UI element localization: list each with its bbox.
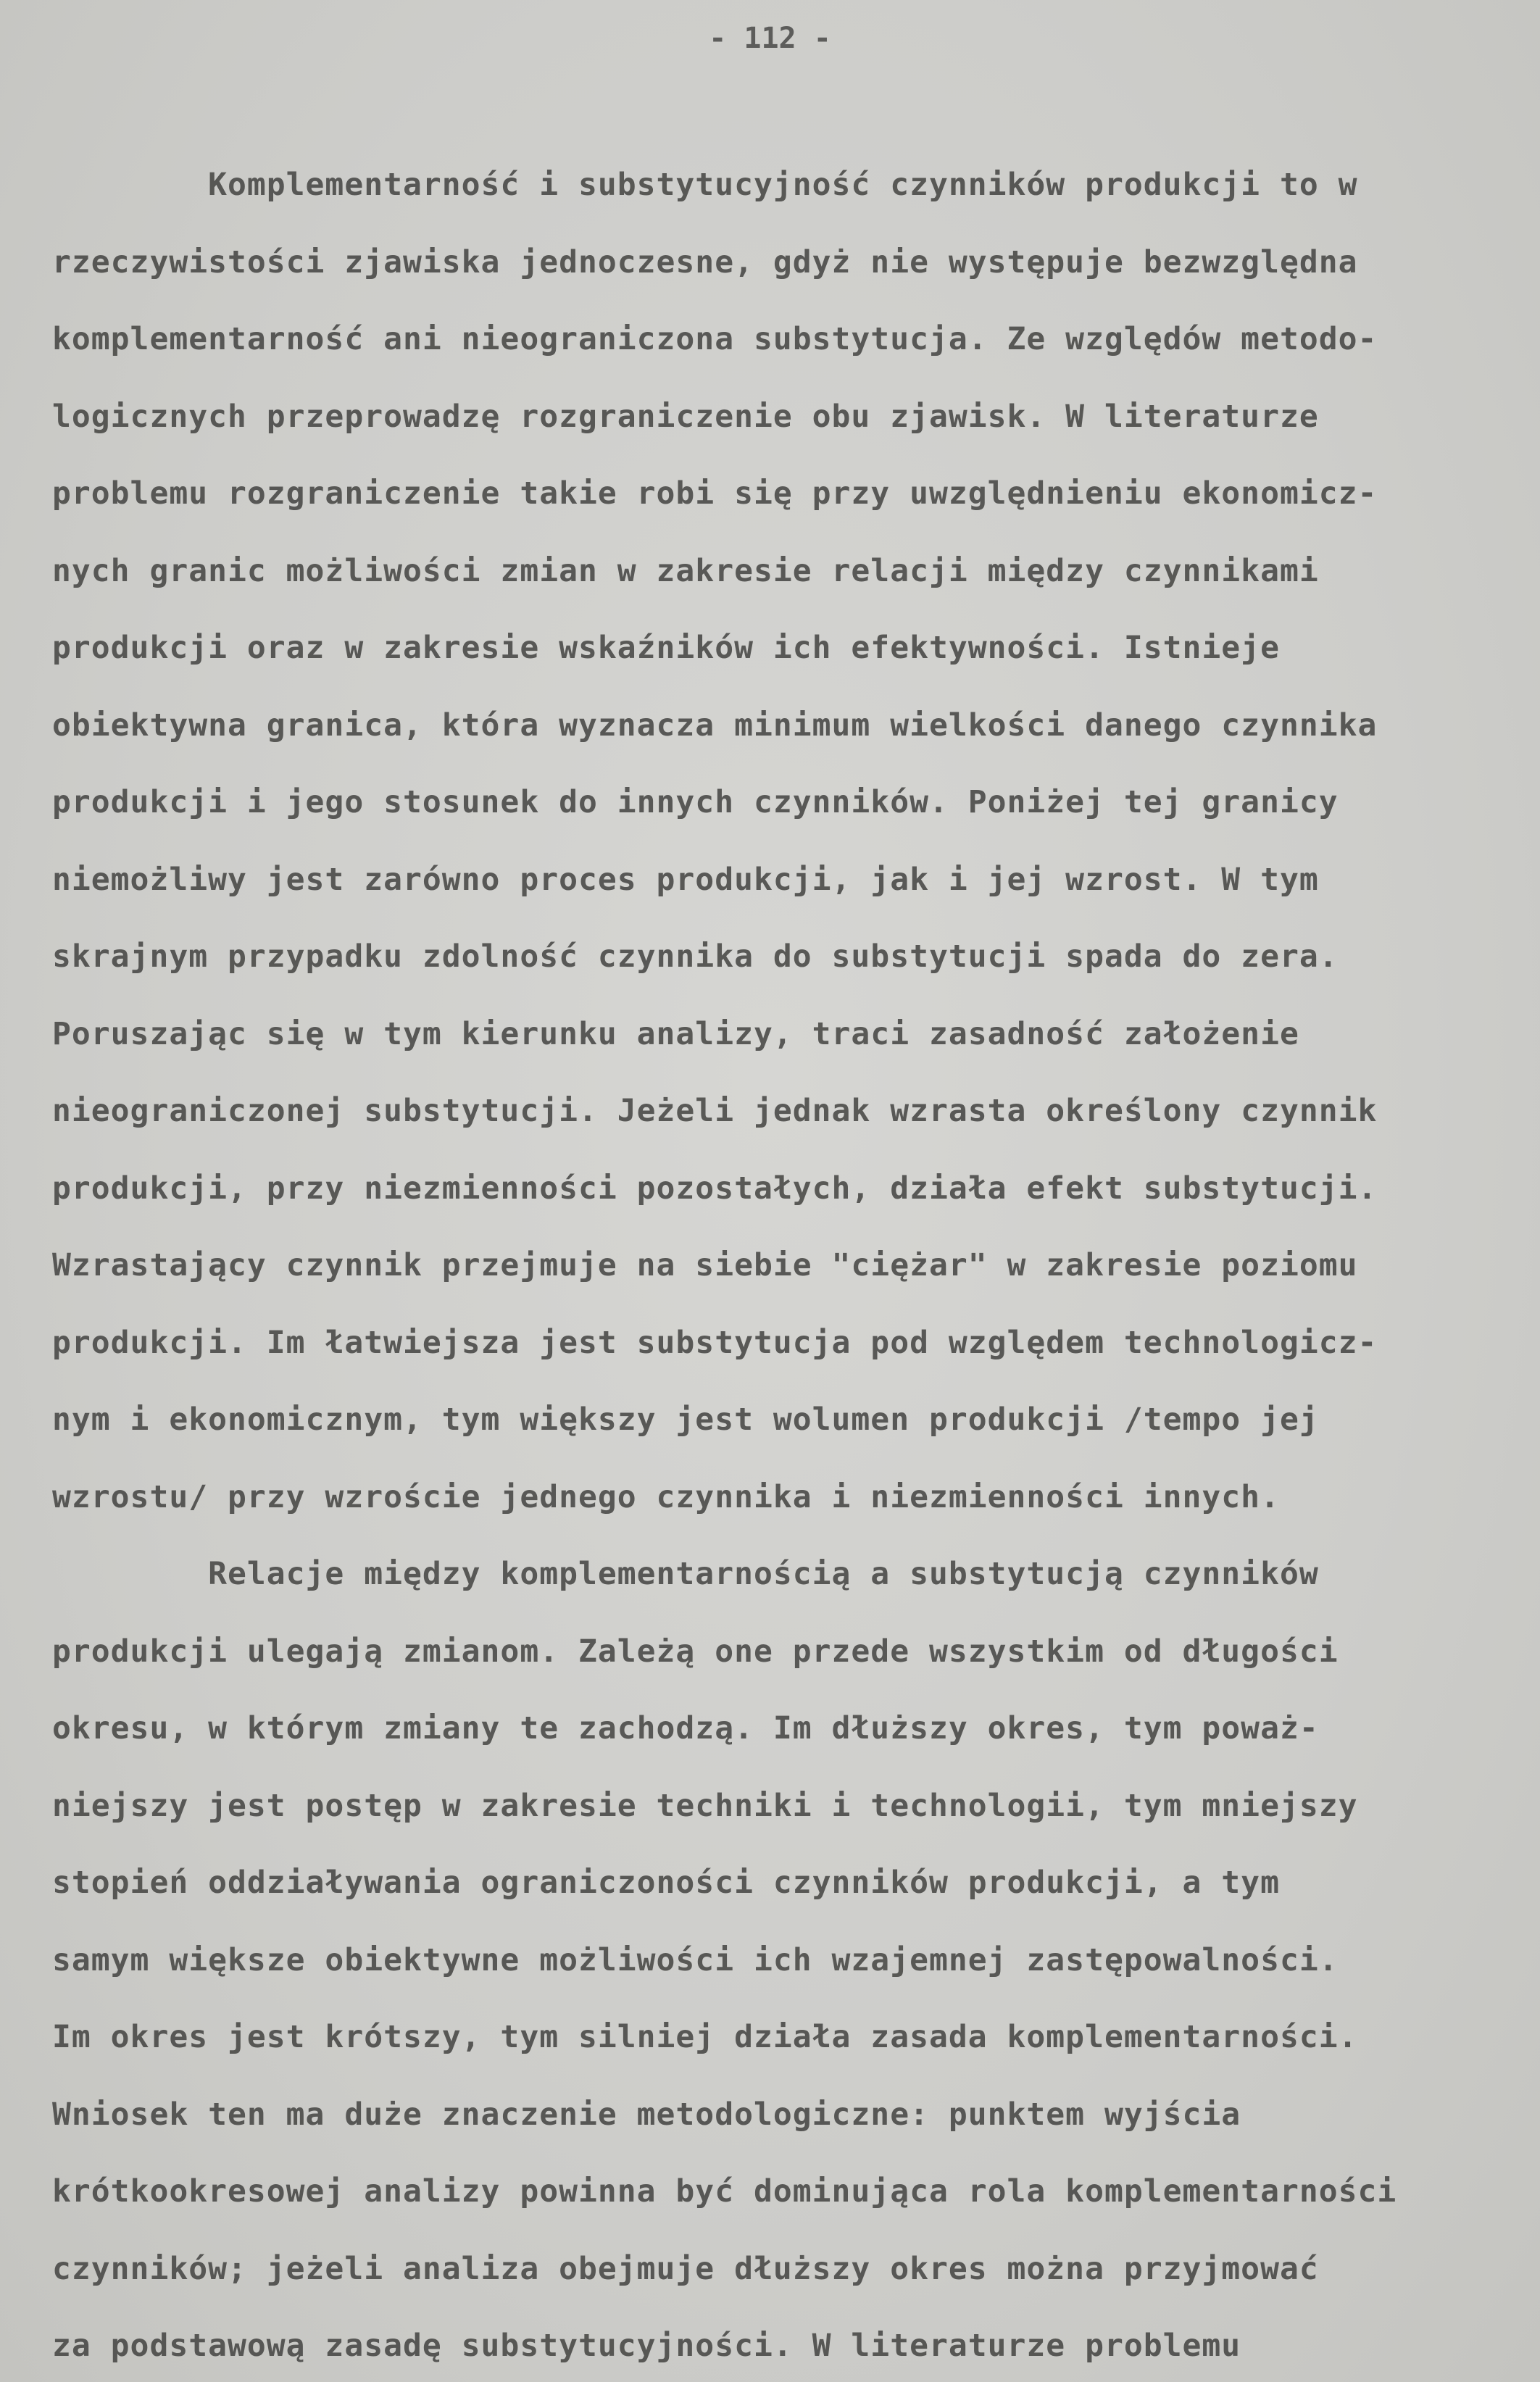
text-line: niejszy jest postęp w zakresie techniki i technologii, tym mniejszy xyxy=(52,1787,1358,1824)
text-line: produkcji i jego stosunek do innych czynników. Poniżej tej granicy xyxy=(52,784,1339,820)
text-line: Wniosek ten ma duże znaczenie metodologiczne: punktem wyjścia xyxy=(52,2096,1241,2133)
text-line: Wzrastający czynnik przejmuje na siebie "ciężar" w zakresie poziomu xyxy=(52,1247,1358,1283)
text-line: nieograniczonej substytucji. Jeżeli jednak wzrasta określony czynnik xyxy=(52,1093,1378,1129)
text-line: za podstawową zasadę substytucyjności. W literaturze problemu xyxy=(52,2328,1241,2364)
text-line: obiektywna granica, która wyznacza minimum wielkości danego czynnika xyxy=(52,707,1378,744)
text-line: produkcji oraz w zakresie wskaźników ich efektywności. Istnieje xyxy=(52,630,1280,666)
text-line: Im okres jest krótszy, tym silniej działa zasada komplementarności. xyxy=(52,2019,1358,2055)
text-line: krótkookresowej analizy powinna być dominująca rola komplementarności xyxy=(52,2173,1397,2210)
text-line: Poruszając się w tym kierunku analizy, traci zasadność założenie xyxy=(52,1015,1299,1052)
text-line: nych granic możliwości zmian w zakresie relacji między czynnikami xyxy=(52,552,1319,589)
text-line: Relacje między komplementarnością a substytucją czynników xyxy=(52,1556,1319,1592)
text-line: produkcji. Im łatwiejsza jest substytucja pod względem technologicz- xyxy=(52,1324,1378,1361)
text-line: skrajnym przypadku zdolność czynnika do substytucji spada do zera. xyxy=(52,938,1339,975)
text-line: samym większe obiektywne możliwości ich wzajemnej zastępowalności. xyxy=(52,1941,1339,1978)
text-line: wzrostu/ przy wzroście jednego czynnika i niezmienności innych. xyxy=(52,1478,1280,1515)
text-line: okresu, w którym zmiany te zachodzą. Im dłuższy okres, tym poważ- xyxy=(52,1710,1319,1746)
text-line: produkcji ulegają zmianom. Zależą one przede wszystkim od długości xyxy=(52,1633,1339,1670)
page-number: - 112 - xyxy=(709,22,831,55)
text-line: problemu rozgraniczenie takie robi się przy uwzględnieniu ekonomicz- xyxy=(52,475,1378,512)
text-line: nym i ekonomicznym, tym większy jest wolumen produkcji /tempo jej xyxy=(52,1402,1319,1438)
text-line: stopień oddziaływania ograniczoności czynników produkcji, a tym xyxy=(52,1865,1280,1901)
text-line: produkcji, przy niezmienności pozostałych, działa efekt substytucji. xyxy=(52,1170,1378,1207)
text-line: rzeczywistości zjawiska jednoczesne, gdyż nie występuje bezwzględna xyxy=(52,243,1358,280)
text-line: niemożliwy jest zarówno proces produkcji, jak i jej wzrost. W tym xyxy=(52,861,1319,898)
text-line: komplementarność ani nieograniczona substytucja. Ze względów metodo- xyxy=(52,321,1378,357)
text-line: Komplementarność i substytucyjność czynników produkcji to w xyxy=(52,167,1358,203)
text-line: czynników; jeżeli analiza obejmuje dłuższy okres można przyjmować xyxy=(52,2250,1319,2287)
text-line: logicznych przeprowadzę rozgraniczenie obu zjawisk. W literaturze xyxy=(52,398,1319,435)
